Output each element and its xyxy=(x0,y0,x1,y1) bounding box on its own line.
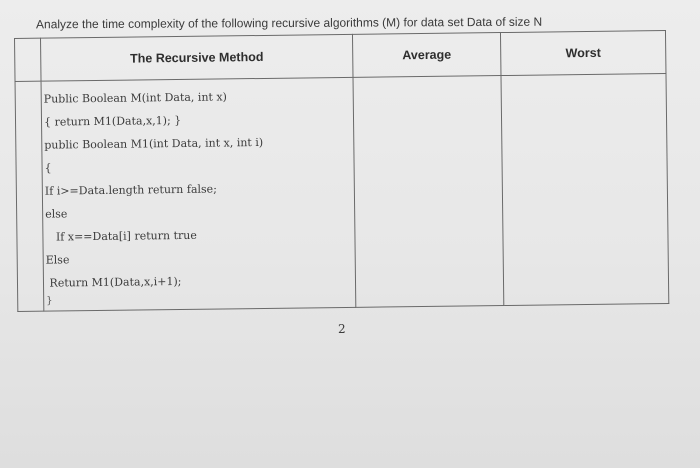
code-line-5: If i>=Data.length return false; xyxy=(44,182,217,198)
average-answer-cell[interactable] xyxy=(353,76,504,308)
code-line-6: else xyxy=(45,207,68,221)
gutter-header xyxy=(15,38,42,81)
worksheet xyxy=(14,30,669,320)
code-line-4: { xyxy=(44,161,52,175)
method-row xyxy=(15,74,669,312)
code-cell xyxy=(41,77,356,311)
code-line-2: { return M1(Data,x,1); } xyxy=(43,113,182,129)
code-closing-brace: } xyxy=(46,295,53,307)
code-line-7: If x==Data[i] return true xyxy=(45,228,197,244)
page-number: 2 xyxy=(338,322,346,336)
code-line-3: public Boolean M1(int Data, int x, int i) xyxy=(44,135,264,152)
code-line-9: Return M1(Data,x,i+1); xyxy=(45,274,182,290)
worst-answer-cell[interactable] xyxy=(501,74,669,306)
code-line-1: Public Boolean M(int Data, int x) xyxy=(43,90,227,106)
assignment-heading: Analyze the time complexity of the following recursive algorithms (M) for data set Data of size N xyxy=(35,14,543,32)
worst-header: Worst xyxy=(500,31,666,76)
gutter-cell xyxy=(15,81,44,311)
method-header: The Recursive Method xyxy=(41,34,354,81)
average-header: Average xyxy=(352,33,501,78)
complexity-table xyxy=(14,30,669,312)
code-line-8: Else xyxy=(45,253,70,267)
